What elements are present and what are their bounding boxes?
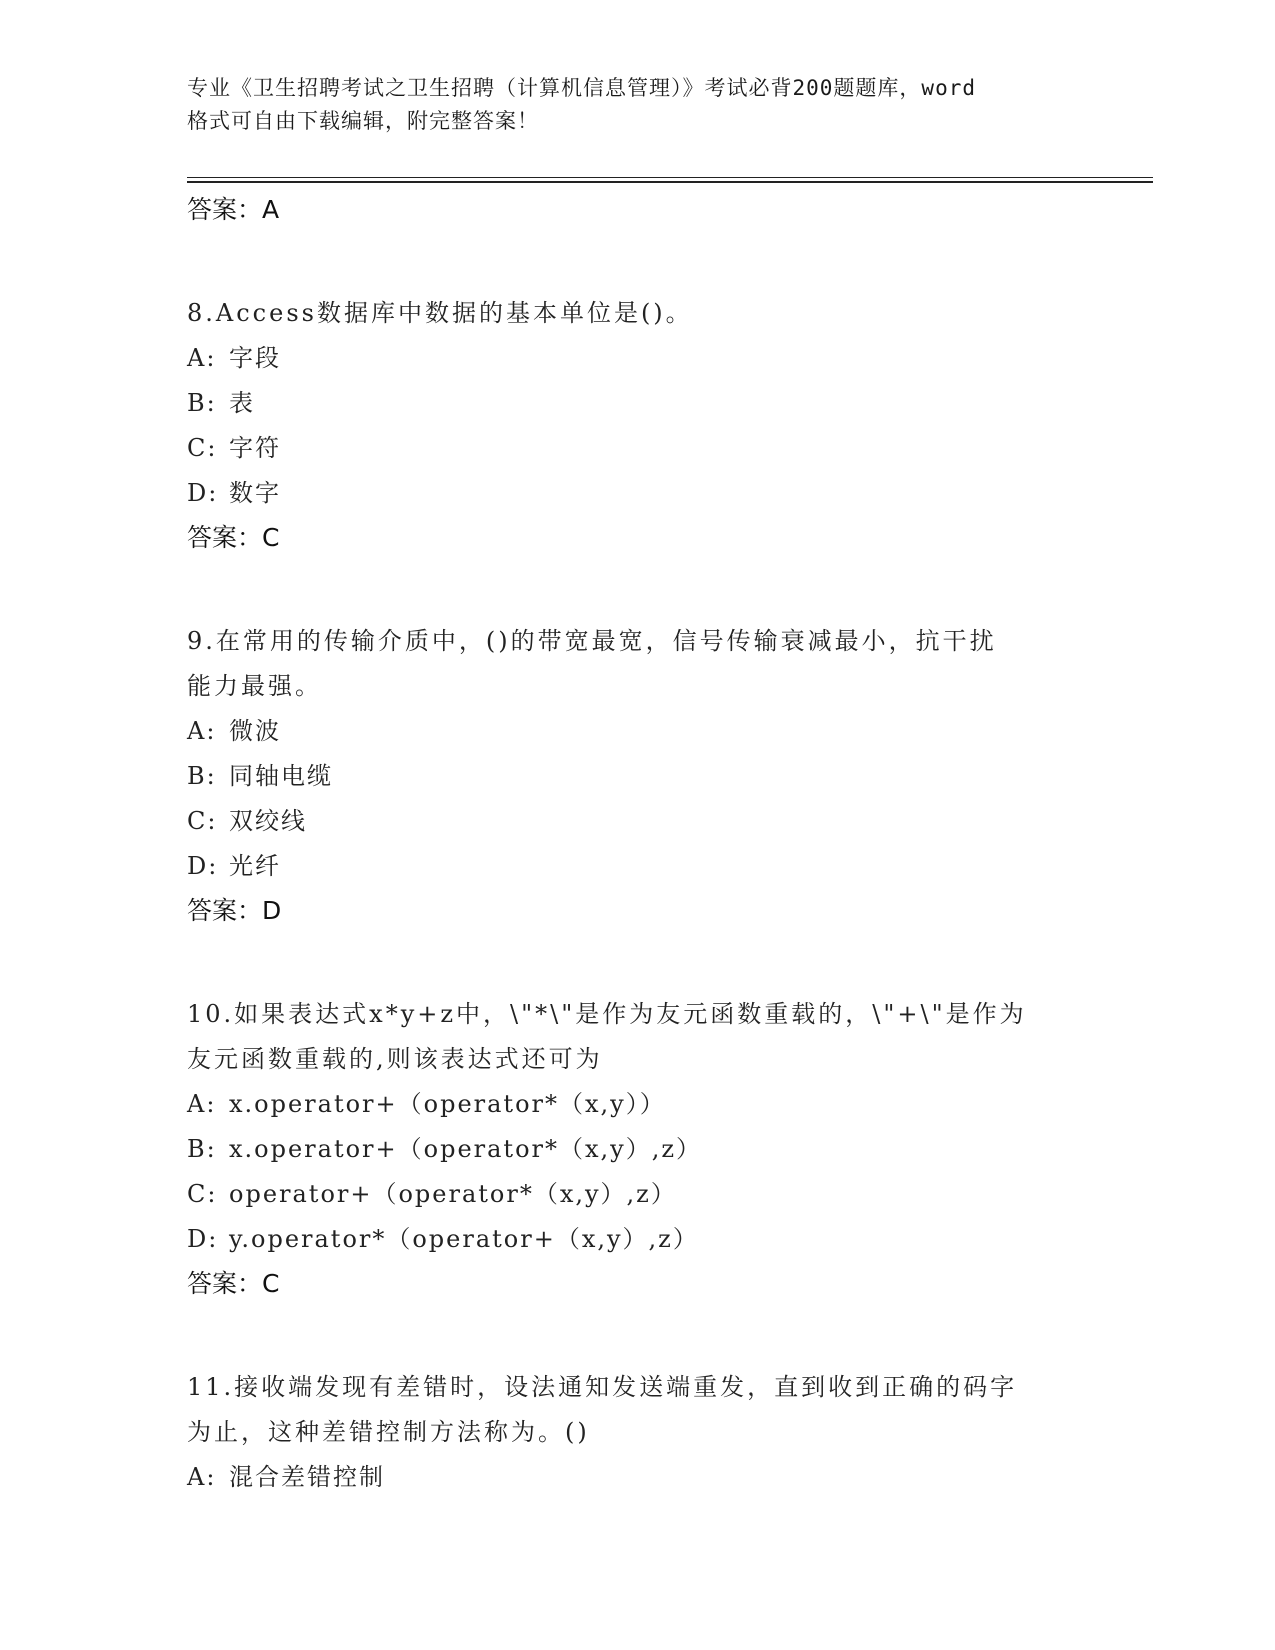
answer-line: 答案：D [187, 896, 282, 925]
option-text: 同轴电缆 [229, 762, 333, 790]
question-text: 9.在常用的传输介质中，()的带宽最宽，信号传输衰减最小，抗干扰 [187, 627, 997, 655]
option-label: C: [187, 1180, 218, 1208]
answer-line: 答案：A [187, 195, 280, 224]
option-label: C: [187, 807, 218, 835]
question-text: 为止，这种差错控制方法称为。() [187, 1418, 590, 1446]
option-text: 字段 [229, 344, 281, 372]
option-label: B: [187, 1135, 217, 1163]
document-header [187, 72, 1087, 138]
option-a [187, 1082, 1087, 1127]
spacer [187, 1306, 1087, 1365]
option-label: D: [187, 479, 219, 507]
option-d [187, 1217, 1087, 1262]
option-label: A: [187, 344, 217, 372]
option-label: C: [187, 434, 218, 462]
question-block [187, 619, 1087, 933]
option-text: 混合差错控制 [229, 1463, 385, 1491]
spacer [187, 560, 1087, 619]
question-text: 10.如果表达式x*y+z中，\"*\"是作为友元函数重载的，\"+\"是作为 [187, 1000, 1027, 1028]
question-text: 8.Access数据库中数据的基本单位是()。 [187, 299, 693, 327]
option-text: y.operator*（operator+（x,y）,z） [229, 1225, 699, 1253]
header-line-1: 专业《卫生招聘考试之卫生招聘（计算机信息管理）》考试必背200题题库，word [187, 76, 976, 100]
spacer [187, 933, 1087, 992]
spacer [187, 232, 1087, 291]
header-divider-thick [187, 181, 1153, 183]
question-block [187, 291, 1087, 560]
option-text: x.operator+（operator*（x,y）） [229, 1090, 666, 1118]
option-c [187, 1172, 1087, 1217]
option-d [187, 844, 1087, 889]
option-text: 表 [229, 389, 255, 417]
option-a [187, 1455, 1087, 1500]
option-label: B: [187, 762, 217, 790]
option-text: 光纤 [229, 852, 281, 880]
option-a [187, 336, 1087, 381]
option-a [187, 709, 1087, 754]
answer-line: 答案：C [187, 523, 280, 552]
option-text: operator+（operator*（x,y）,z） [229, 1180, 677, 1208]
question-text: 友元函数重载的,则该表达式还可为 [187, 1045, 603, 1073]
option-b [187, 1127, 1087, 1172]
option-label: A: [187, 1463, 217, 1491]
option-b [187, 381, 1087, 426]
question-text: 11.接收端发现有差错时，设法通知发送端重发，直到收到正确的码字 [187, 1373, 1018, 1401]
answer-line: 答案：C [187, 1269, 280, 1298]
option-b [187, 754, 1087, 799]
header-line-2: 格式可自由下载编辑，附完整答案！ [187, 109, 539, 133]
question-text: 能力最强。 [187, 672, 322, 700]
question-block [187, 992, 1087, 1306]
option-label: D: [187, 852, 219, 880]
option-text: 双绞线 [229, 807, 307, 835]
option-text: 数字 [229, 479, 281, 507]
option-c [187, 799, 1087, 844]
option-text: x.operator+（operator*（x,y）,z） [229, 1135, 702, 1163]
option-text: 字符 [229, 434, 281, 462]
question-block [187, 1365, 1087, 1500]
option-text: 微波 [229, 717, 281, 745]
option-label: A: [187, 717, 217, 745]
option-c [187, 426, 1087, 471]
question-list [187, 188, 1087, 1500]
option-d [187, 471, 1087, 516]
option-label: A: [187, 1090, 217, 1118]
header-divider-thin [187, 177, 1153, 178]
option-label: D: [187, 1225, 219, 1253]
option-label: B: [187, 389, 217, 417]
